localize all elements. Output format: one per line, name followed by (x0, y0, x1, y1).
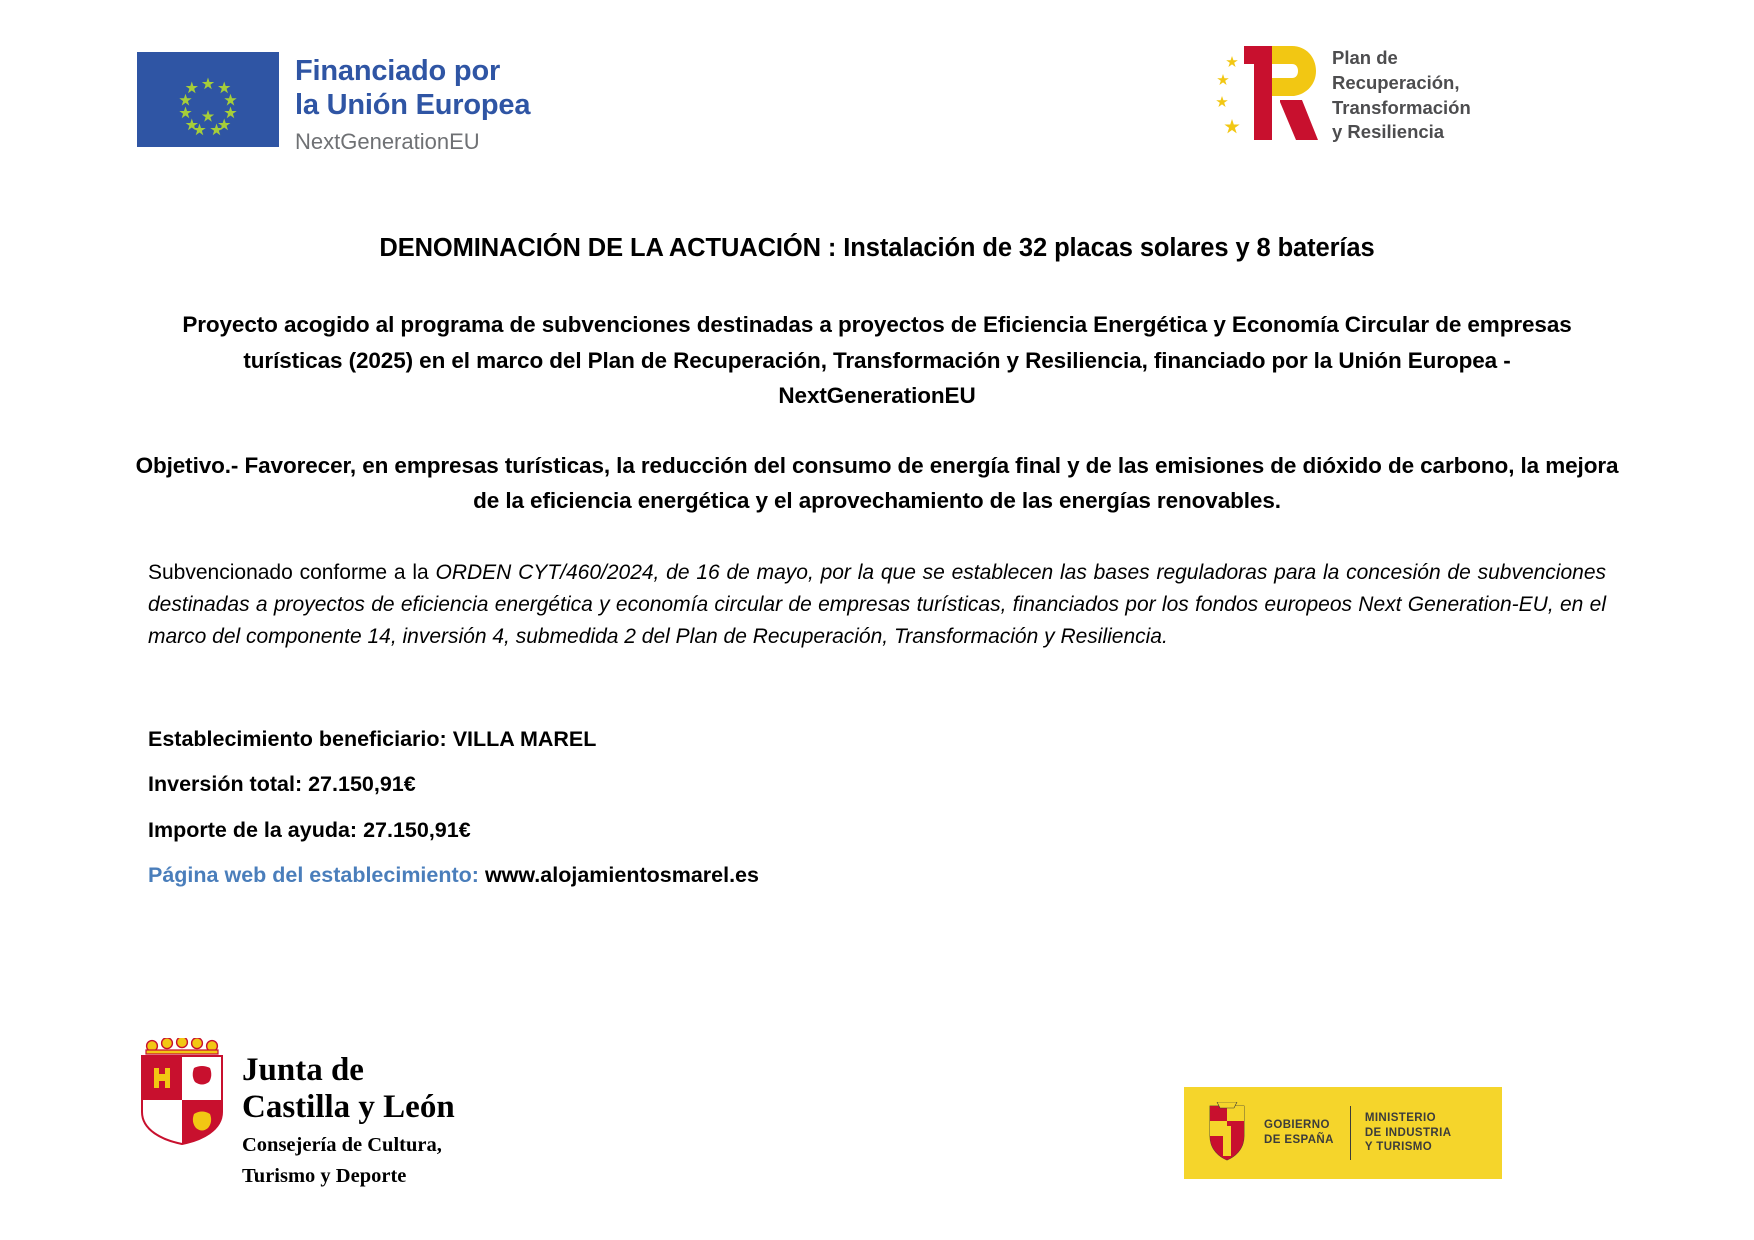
gobierno-label (1264, 1118, 1334, 1147)
objetivo-paragraph: Objetivo.- Favorecer, en empresas turísticas, la reducción del consumo de energía final y de las emisiones de dióxido de carbono, la mejora de la eficiencia energética y el aprovechamiento de las energías renovables. (135, 452, 1619, 514)
eu-logo-line3: NextGenerationEU (295, 129, 480, 155)
establecimiento-value: VILLA MAREL (452, 726, 597, 751)
legal-intro-text: Subvencionado conforme a la (148, 560, 436, 584)
ayuda-value: 27.150,91€ (363, 817, 471, 842)
ministerio-line3: Y TURISMO (1364, 1141, 1433, 1154)
jcyl-line2: Castilla y León (242, 1088, 455, 1125)
jcyl-line4: Turismo y Deporte (242, 1164, 407, 1187)
gobierno-divider (1350, 1106, 1351, 1160)
junta-castilla-leon-text (242, 1038, 455, 1188)
prtr-line1: Plan de (1332, 47, 1398, 68)
establecimiento-label: Establecimiento beneficiario: (148, 726, 447, 751)
gobierno-espana-logo (1184, 1087, 1502, 1179)
header-logos (0, 0, 1754, 190)
jcyl-line1: Junta de (242, 1051, 364, 1088)
legal-basis-paragraph (0, 557, 1754, 653)
inversion-value: 27.150,91€ (308, 772, 416, 797)
inversion-line (148, 774, 1754, 796)
escudo-espana-icon (1200, 1102, 1254, 1164)
legal-italic-text: ORDEN CYT/460/2024, de 16 de mayo, por la que se establecen las bases reguladoras para la concesión de subvenciones destinadas a proyectos de eficiencia energética y economía circular de empresas turísticas, financiados por los fondos europeos Next Generation-EU, en el marco del componente 14, inversión 4, submedida 2 del Plan de Recuperación, Transformación y Resiliencia. (148, 560, 1607, 648)
eu-logo-text (295, 52, 530, 157)
page-title: DENOMINACIÓN DE LA ACTUACIÓN : Instalación de 32 placas solares y 8 baterías (379, 234, 1375, 262)
inversion-label: Inversión total: (148, 772, 303, 797)
plan-recuperacion-text (1332, 38, 1471, 145)
website-url[interactable]: www.alojamientosmarel.es (484, 863, 759, 888)
plan-recuperacion-logo (1210, 38, 1471, 146)
eu-flag-icon (137, 52, 279, 147)
document-body (0, 190, 1754, 887)
eu-logo-line2: la Unión Europea (295, 89, 531, 122)
prtr-line3: Transformación (1332, 96, 1471, 118)
ayuda-label: Importe de la ayuda: (148, 817, 358, 842)
eu-logo-line1: Financiado por (295, 55, 501, 87)
establecimiento-line (148, 726, 1754, 751)
eu-funded-logo (137, 52, 530, 157)
programa-paragraph: Proyecto acogido al programa de subvenciones destinadas a proyectos de Eficiencia Energética y Economía Circular de empresas turísticas (2025) en el marco del Plan de Recuperación, Transformación y Resiliencia, financiado por la Unión Europea - NextGenerationEU (182, 312, 1572, 409)
ayuda-line (148, 817, 1754, 842)
footer-logos (0, 980, 1754, 1240)
ministerio-label (1365, 1111, 1452, 1155)
website-line (148, 865, 1754, 887)
website-label: Página web del establecimiento: (148, 863, 479, 888)
ministerio-line2: DE INDUSTRIA (1364, 1126, 1452, 1139)
gobierno-line1: GOBIERNO (1264, 1119, 1330, 1132)
prtr-line4: y Resiliencia (1332, 121, 1445, 143)
jcyl-line3: Consejería de Cultura, (242, 1133, 442, 1156)
beneficiary-details (0, 726, 1754, 888)
ministerio-line1: MINISTERIO (1364, 1111, 1436, 1124)
gobierno-line2: DE ESPAÑA (1264, 1134, 1334, 1146)
plan-recuperacion-tr-icon (1210, 38, 1320, 146)
junta-castilla-leon-logo (136, 1038, 455, 1188)
prtr-line2: Recuperación, (1332, 71, 1460, 93)
castilla-y-leon-shield-icon (136, 1038, 228, 1146)
